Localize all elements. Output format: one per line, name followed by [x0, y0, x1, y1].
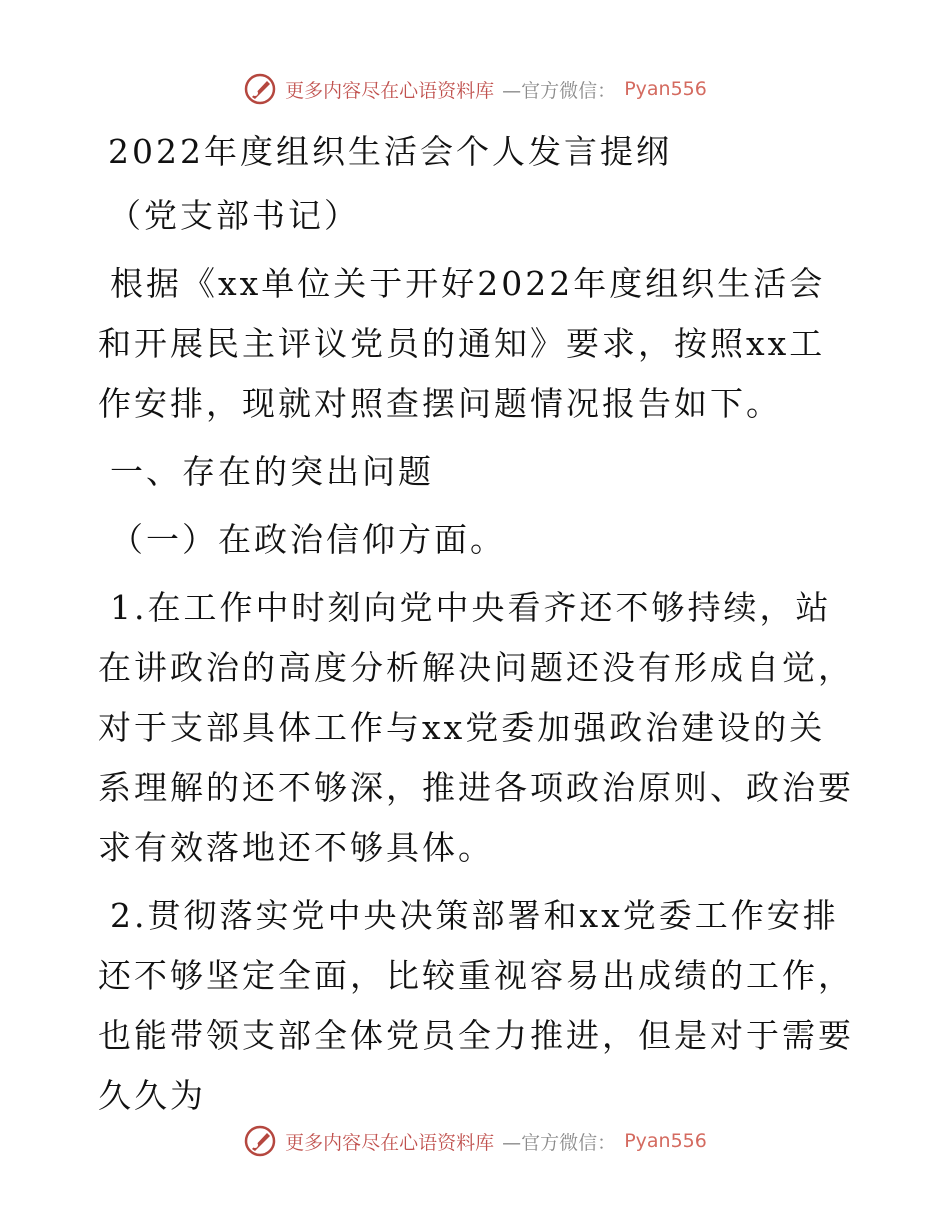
subsection-heading: （一）在政治信仰方面。 [110, 520, 506, 559]
watermark-header [0, 72, 950, 106]
watermark-separator: —官方微信： [502, 79, 617, 102]
watermark-text: 更多内容尽在心语资料库 [285, 1131, 495, 1154]
document-subtitle: （党支部书记） [108, 196, 360, 235]
quill-pen-circle-icon [243, 72, 277, 106]
section-heading: 一、存在的突出问题 [110, 452, 434, 491]
quill-pen-circle-icon [243, 1124, 277, 1158]
watermark-text: 更多内容尽在心语资料库 [285, 79, 495, 102]
body-paragraph: 2.贯彻落实党中央决策部署和xx党委工作安排还不够坚定全面，比较重视容易出成绩的工作，也能带领支部全体党员全力推进，但是对于需要久久为 [98, 896, 854, 1115]
intro-paragraph: 根据《xx单位关于开好2022年度组织生活会和开展民主评议党员的通知》要求，按照xx工作安排，现就对照查摆问题情况报告如下。 [98, 264, 826, 423]
document-title: 2022年度组织生活会个人发言提纲 [108, 132, 672, 171]
watermark-footer [0, 1124, 950, 1158]
watermark-wechat-id: Pyan556 [624, 78, 707, 100]
watermark-separator: —官方微信： [502, 1131, 617, 1154]
body-paragraph: 1.在工作中时刻向党中央看齐还不够持续，站在讲政治的高度分析解决问题还没有形成自觉，对于支部具体工作与xx党委加强政治建设的关系理解的还不够深，推进各项政治原则、政治要求有效落地还不够具体。 [98, 588, 854, 867]
document-body [98, 122, 858, 1126]
watermark-wechat-id: Pyan556 [624, 1130, 707, 1152]
